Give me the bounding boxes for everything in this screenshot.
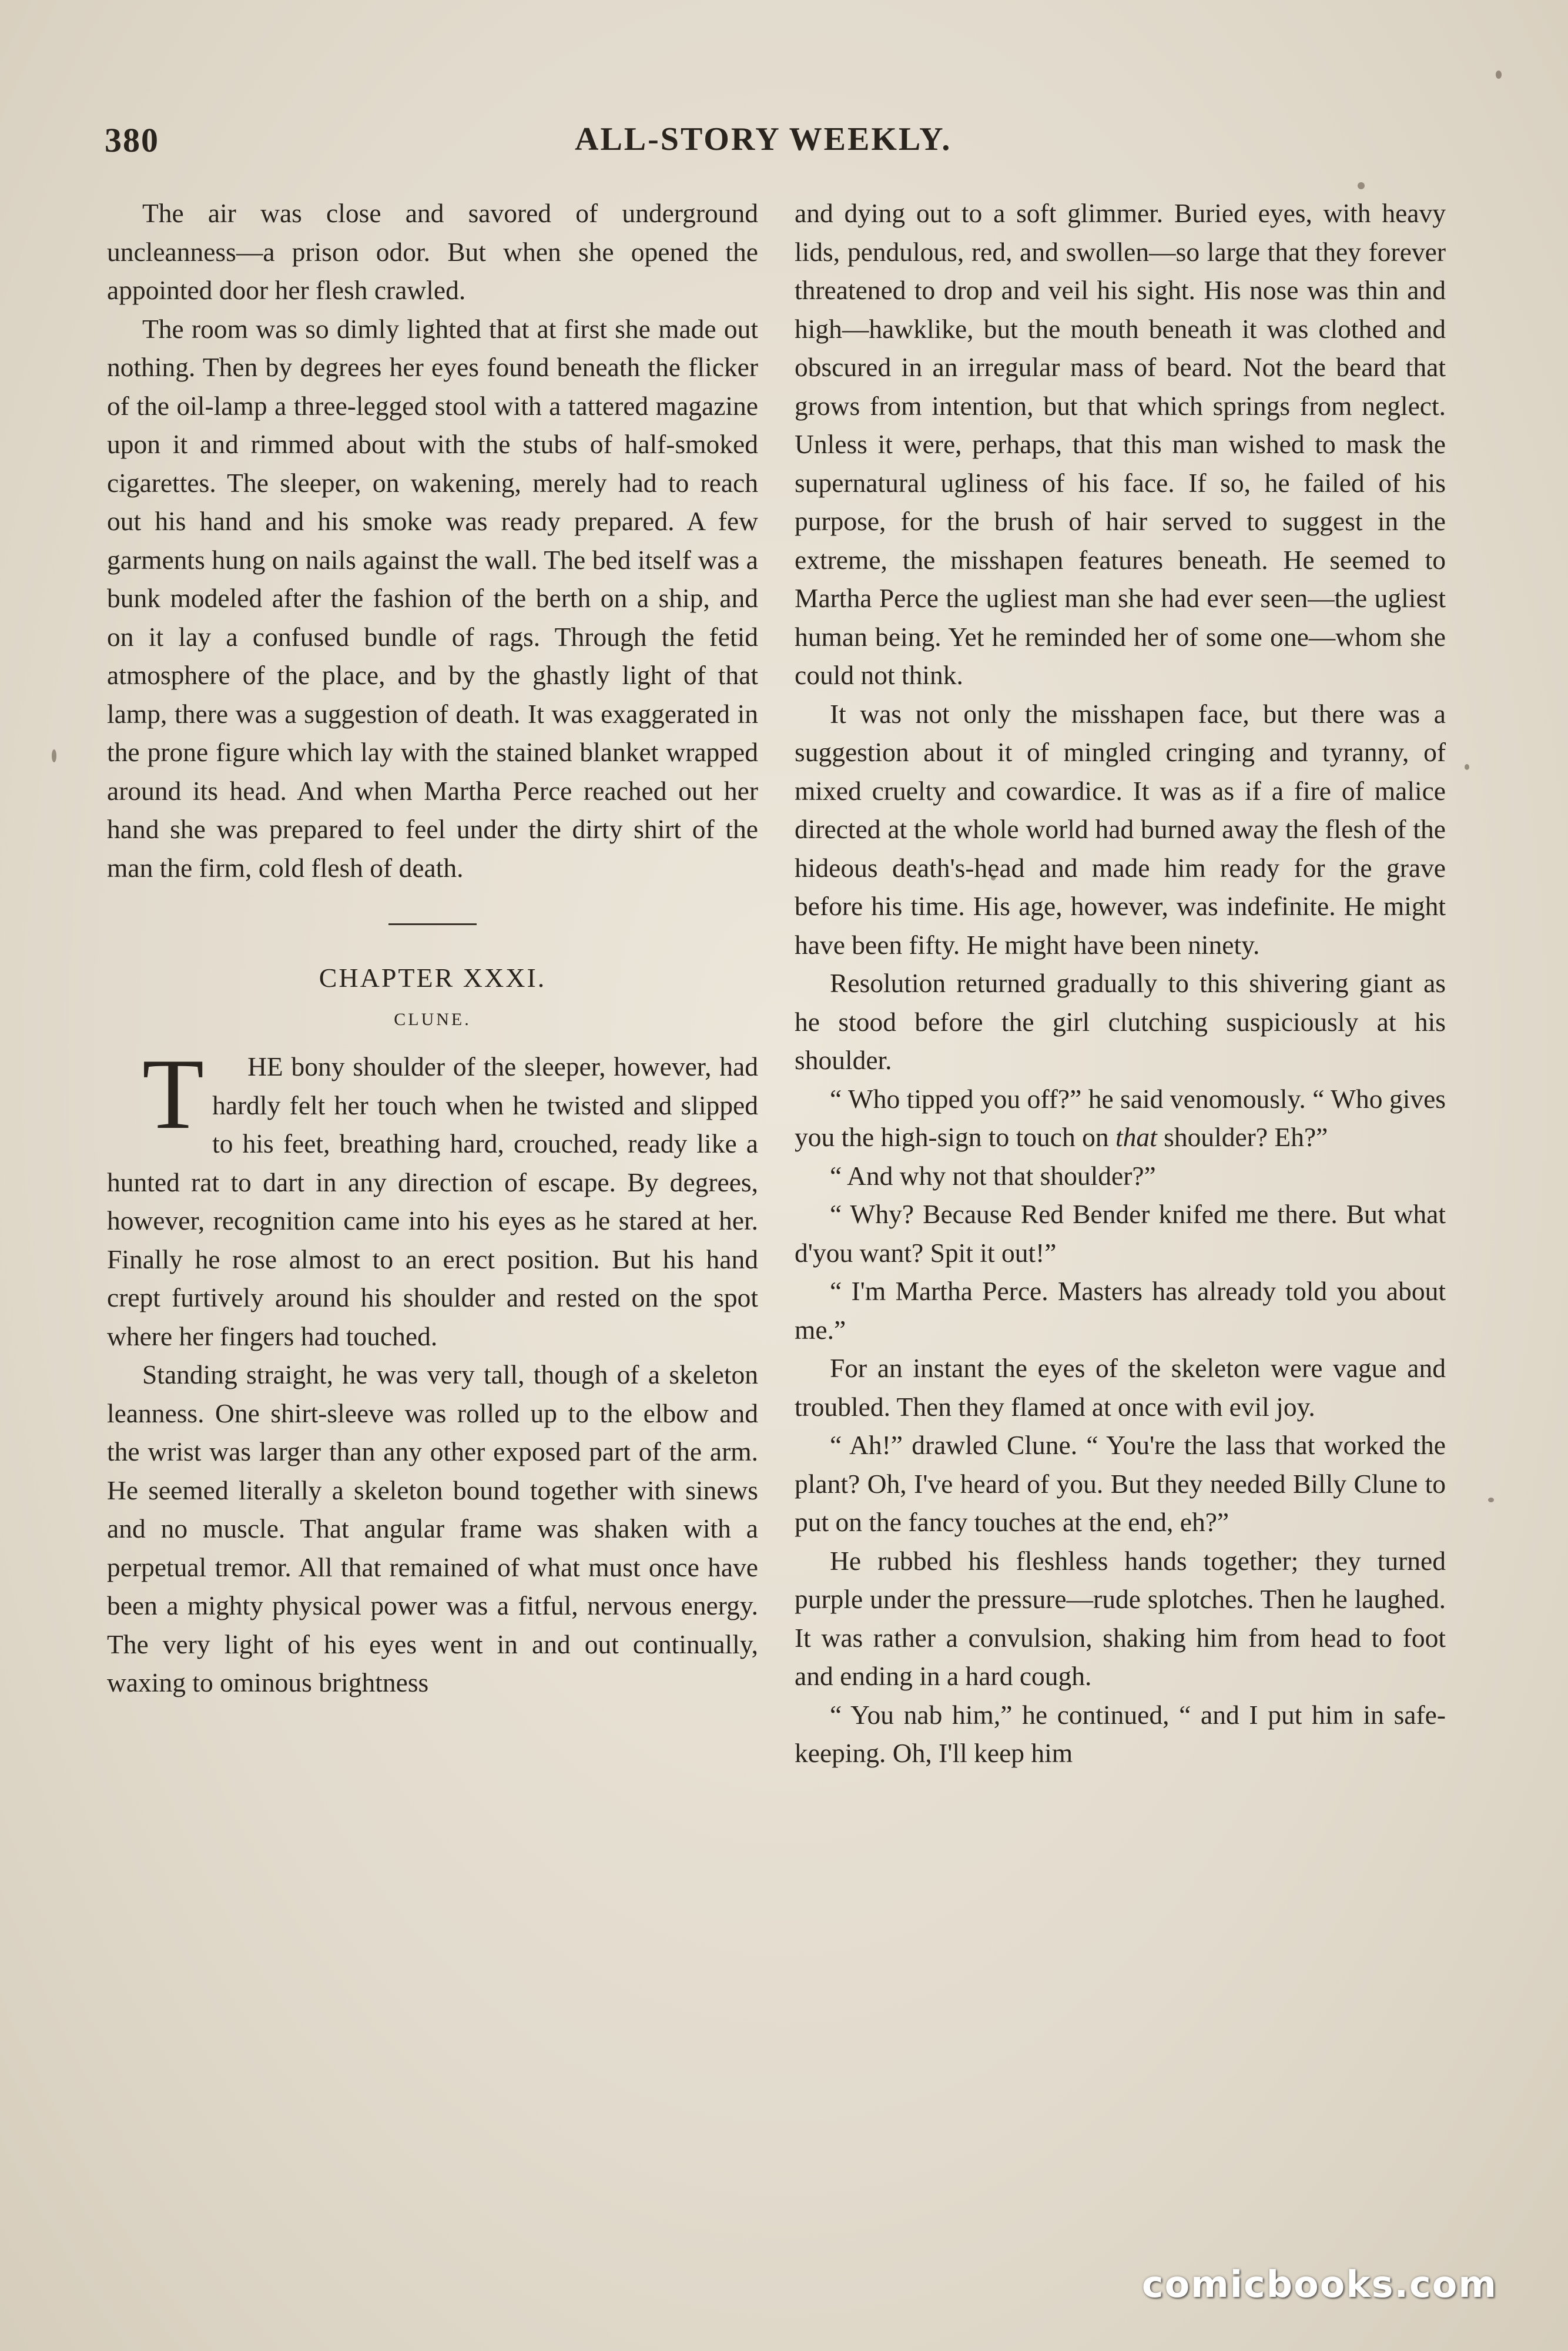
- paragraph: “ Why? Because Red Bender knifed me there. But what d'you want? Spit it out!”: [795, 1199, 1446, 1268]
- paragraph: For an instant the eyes of the skeleton were vague and troubled. Then they flamed at once with evil joy.: [795, 1353, 1446, 1422]
- paper-speck: [52, 749, 56, 762]
- italic-word: that: [1115, 1122, 1157, 1152]
- page-number: 380: [105, 121, 159, 159]
- paragraph: It was not only the misshapen face, but there was a suggestion about it of mingled cringing and tyranny, of mixed cruelty and cowardice. It was as if a fire of malice directed at the whole world had burned away the flesh of the hideous death's-head and made him ready for the grave before his time. His age, however, was indefinite. He might have been fifty. He might have been ninety.: [795, 698, 1446, 960]
- watermark: comicbooks.com: [1141, 2263, 1497, 2306]
- paragraph: Standing straight, he was very tall, though of a skeleton leanness. One shirt-sleeve was rolled up to the elbow and the wrist was larger than any other exposed part of the arm. He seemed literally a skeleton bound together with sinews and no muscle. That angular frame was shaken with a perpetual tremor. All that remained of what must once have been a mighty physical power was a fitful, nervous energy. The very light of his eyes went in and out continually, waxing to ominous brightness: [107, 1359, 758, 1697]
- left-column: [107, 194, 758, 1702]
- chapter-title: CHAPTER XXXI.: [319, 963, 547, 993]
- chapter-subtitle: CLUNE.: [394, 1010, 471, 1029]
- paragraph: The room was so dimly lighted that at first she made out nothing. Then by degrees her eyes found beneath the flicker of the oil-lamp a three-legged stool with a tattered magazine upon it and rimmed about with the stubs of half-smoked cigarettes. The sleeper, on wakening, merely had to reach out his hand and his smoke was ready prepared. A few garments hung on nails against the wall. The bed itself was a bunk modeled after the fashion of the berth on a ship, and on it lay a confused bundle of rags. Through the fetid atmosphere of the place, and by the ghastly light of that lamp, there was a suggestion of death. It was exaggerated in the prone figure which lay with the stained blanket wrapped around its head. And when Martha Perce reached out her hand she was prepared to feel under the dirty shirt of the man the firm, cold flesh of death.: [107, 313, 758, 883]
- paper-speck: [1488, 1498, 1494, 1502]
- chapter-opening-paragraph: [107, 1039, 758, 1355]
- paper-speck: [1496, 71, 1502, 79]
- right-column: [795, 194, 1446, 1773]
- paragraph: “ You nab him,” he continued, “ and I put him in safe-keeping. Oh, I'll keep him: [795, 1699, 1446, 1768]
- paragraph: “ And why not that shoulder?”: [830, 1160, 1156, 1191]
- paragraph-continuation: and dying out to a soft glimmer. Buried eyes, with heavy lids, pendulous, red, and swollen—so large that they forever threatened to drop and veil his sight. His nose was thin and high—hawklike, but the mouth beneath it was clothed and obscured in an irregular mass of beard. Not the beard that grows from intention, but that which springs from neglect. Unless it were, perhaps, that this man wished to mask the supernatural ugliness of his face. If so, he failed of his purpose, for the brush of hair served to suggest in the extreme, the misshapen features beneath. He seemed to Martha Perce the ugliest man she had ever seen—the ugliest human being. Yet he reminded her of some one—whom she could not think.: [795, 198, 1446, 690]
- drop-cap: T: [142, 1039, 205, 1150]
- paragraph-text: HE bony shoulder of the sleeper, however, had hardly felt her touch when he twisted and slipped to his feet, breathing hard, crouched, ready like a hunted rat to dart in any direction of escape. By degrees, however, recognition came into his eyes as he stared at her. Finally he rose almost to an erect position. But his hand crept furtively around his shoulder and rested on the spot where her fingers had touched.: [107, 1051, 758, 1351]
- paper-speck: [1465, 764, 1469, 770]
- paragraph: Resolution returned gradually to this shivering giant as he stood before the girl clutching suspiciously at his shoulder.: [795, 968, 1446, 1075]
- paragraph: The air was close and savored of underground uncleanness—a prison odor. But when she opened the appointed door her flesh crawled.: [107, 198, 758, 305]
- section-divider: [388, 923, 477, 925]
- paper-speck: [1358, 182, 1365, 189]
- paragraph: He rubbed his fleshless hands together; they turned purple under the pressure—rude splotches. Then he laughed. It was rather a convulsion, shaking him from head to foot and ending in a hard cough.: [795, 1545, 1446, 1691]
- dialogue-paragraph: [795, 1080, 1446, 1157]
- paragraph-text: shoulder? Eh?”: [1157, 1122, 1328, 1152]
- page-header: [105, 120, 1456, 168]
- paragraph-text: “ Who tipped you off?” he said venomously. “ Who gives you the high-sign to touch on: [795, 1083, 1446, 1152]
- running-title: ALL-STORY WEEKLY.: [575, 121, 952, 158]
- paragraph: “ Ah!” drawled Clune. “ You're the lass that worked the plant? Oh, I've heard of you. But they needed Billy Clune to put on the fancy touches at the end, eh?”: [795, 1430, 1446, 1537]
- paragraph: “ I'm Martha Perce. Masters has already told you about me.”: [795, 1276, 1446, 1345]
